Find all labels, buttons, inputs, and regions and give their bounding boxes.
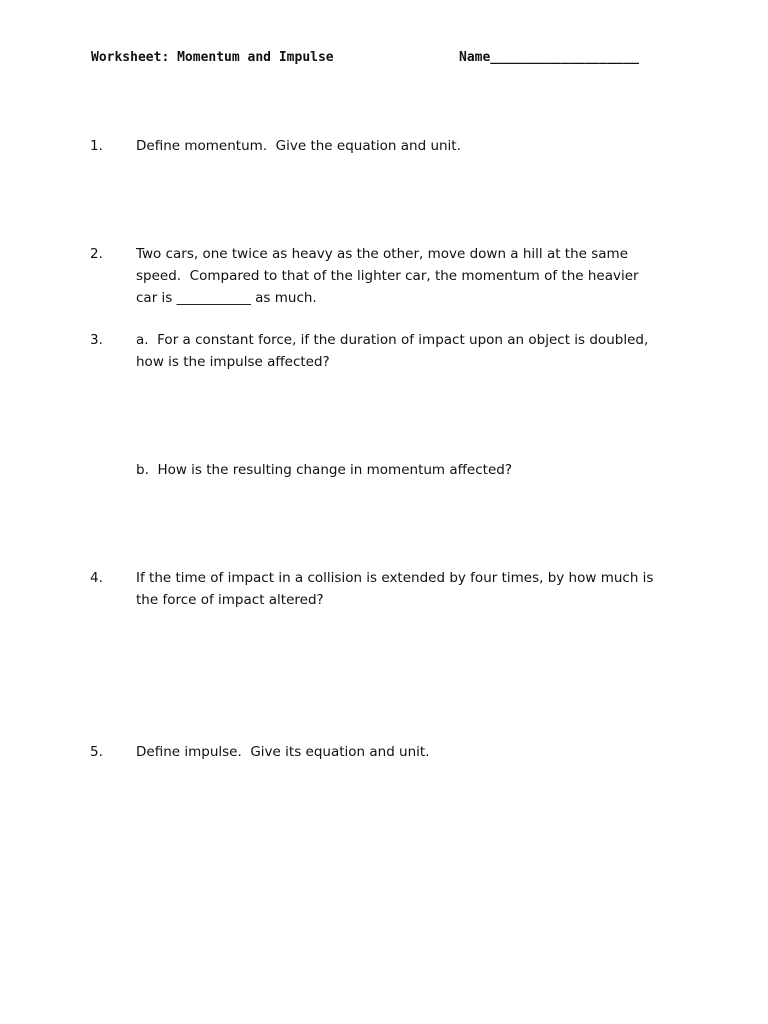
question-line: car is ___________ as much. [136,290,317,306]
question-line: the force of impact altered? [136,592,324,608]
worksheet-title: Worksheet: Momentum and Impulse [91,50,334,65]
question-line: speed. Compared to that of the lighter car, the momentum of the heavier [136,268,639,284]
question-number: 1. [90,138,103,154]
question-number: 4. [90,570,103,586]
question-text [136,459,686,481]
question-line: a. For a constant force, if the duration of impact upon an object is doubled, [136,332,649,348]
question-text [136,243,686,309]
question-line: Define impulse. Give its equation and unit. [136,744,430,760]
question-text [136,567,686,611]
question-number: 2. [90,246,103,262]
question-text [136,135,686,157]
question-line: Two cars, one twice as heavy as the other, move down a hill at the same [136,246,629,262]
question-number: 3. [90,332,103,348]
question-text [136,741,686,763]
question-line: If the time of impact in a collision is extended by four times, by how much is [136,570,654,586]
question-line: b. How is the resulting change in momentum affected? [136,462,512,478]
question-number: 5. [90,744,103,760]
question-line: Define momentum. Give the equation and unit. [136,138,461,154]
question-line: how is the impulse affected? [136,354,330,370]
question-text [136,329,686,373]
name-field-label: Name___________________ [459,50,640,65]
